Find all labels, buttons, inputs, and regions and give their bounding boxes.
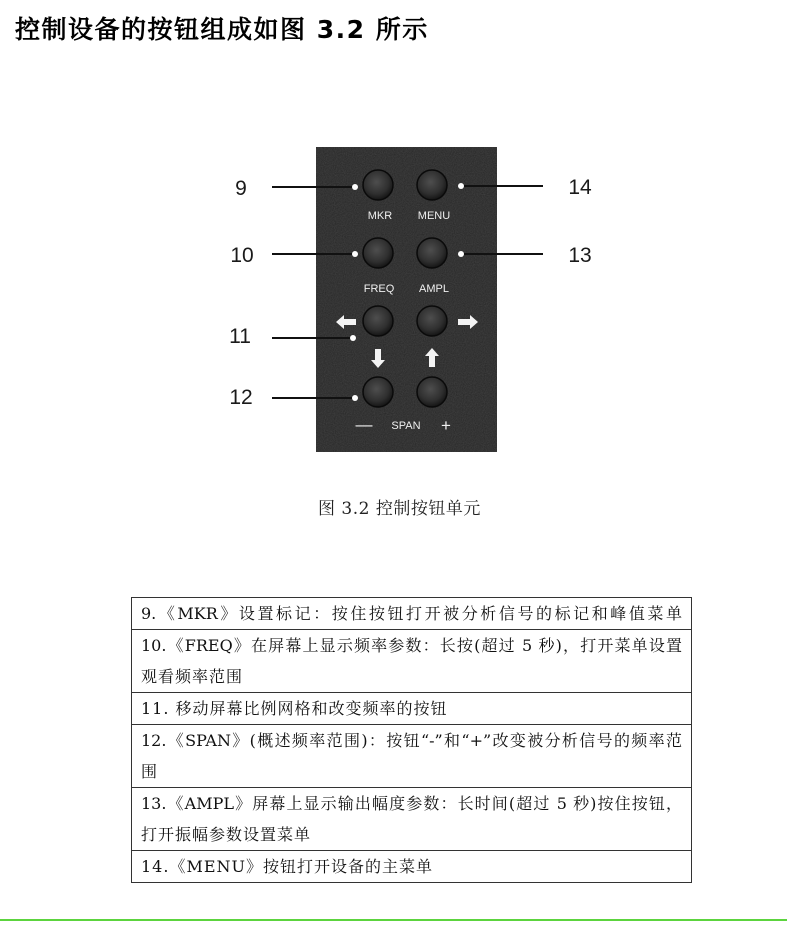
row-text: 12.《SPAN》(概述频率范围)：按钮“-”和“+”改变被分析信号的频率范 bbox=[141, 731, 682, 750]
span-plus-button-image bbox=[417, 377, 447, 407]
row-text: 9.《MKR》设置标记：按住按钮打开被分析信号的标记和峰值菜单 bbox=[141, 604, 682, 623]
callout-dot-13 bbox=[458, 251, 464, 257]
section-heading: 控制设备的按钮组成如图 3.2 所示 bbox=[15, 15, 429, 44]
callout-10: 10 bbox=[230, 244, 254, 267]
label-minus: — bbox=[355, 415, 373, 434]
left-button-image bbox=[363, 306, 393, 336]
callout-dot-12 bbox=[352, 395, 358, 401]
row-text: 围 bbox=[141, 762, 159, 781]
callout-dot-9 bbox=[352, 184, 358, 190]
row-text: 打开振幅参数设置菜单 bbox=[141, 825, 312, 844]
figure-caption: 图 3.2 控制按钮单元 bbox=[318, 499, 481, 519]
row-text: 14.《MENU》按钮打开设备的主菜单 bbox=[141, 857, 433, 876]
panel-texture bbox=[316, 147, 497, 452]
callout-14: 14 bbox=[568, 176, 592, 199]
callout-12: 12 bbox=[229, 386, 253, 409]
table-row bbox=[132, 724, 691, 787]
callout-11: 11 bbox=[229, 325, 251, 348]
callout-9: 9 bbox=[235, 177, 247, 200]
label-mkr: MKR bbox=[367, 210, 393, 222]
button-description-table bbox=[131, 597, 692, 883]
menu-button-image bbox=[417, 170, 447, 200]
table-row bbox=[132, 850, 691, 882]
table-row bbox=[132, 692, 691, 724]
table-row bbox=[132, 787, 691, 850]
callout-dot-14 bbox=[458, 183, 464, 189]
span-minus-button-image bbox=[363, 377, 393, 407]
table-row bbox=[132, 598, 691, 629]
mkr-button-image bbox=[363, 170, 393, 200]
callout-13: 13 bbox=[568, 244, 592, 267]
label-span: SPAN bbox=[391, 420, 421, 432]
table-row bbox=[132, 629, 691, 692]
freq-button-image bbox=[363, 238, 393, 268]
footer-rule bbox=[0, 919, 787, 921]
label-plus: + bbox=[441, 416, 451, 435]
callout-dot-11 bbox=[350, 335, 356, 341]
right-button-image bbox=[417, 306, 447, 336]
row-text: 13.《AMPL》屏幕上显示输出幅度参数：长时间(超过 5 秒)按住按钮， bbox=[141, 794, 682, 813]
callout-dot-10 bbox=[352, 251, 358, 257]
row-text: 11. 移动屏幕比例网格和改变频率的按钮 bbox=[141, 699, 448, 718]
row-text: 观看频率范围 bbox=[141, 667, 244, 686]
label-menu: MENU bbox=[417, 210, 451, 222]
ampl-button-image bbox=[417, 238, 447, 268]
label-ampl: AMPL bbox=[419, 283, 449, 295]
label-freq: FREQ bbox=[363, 283, 395, 295]
row-text: 10.《FREQ》在屏幕上显示频率参数：长按(超过 5 秒)，打开菜单设置 bbox=[141, 636, 682, 655]
